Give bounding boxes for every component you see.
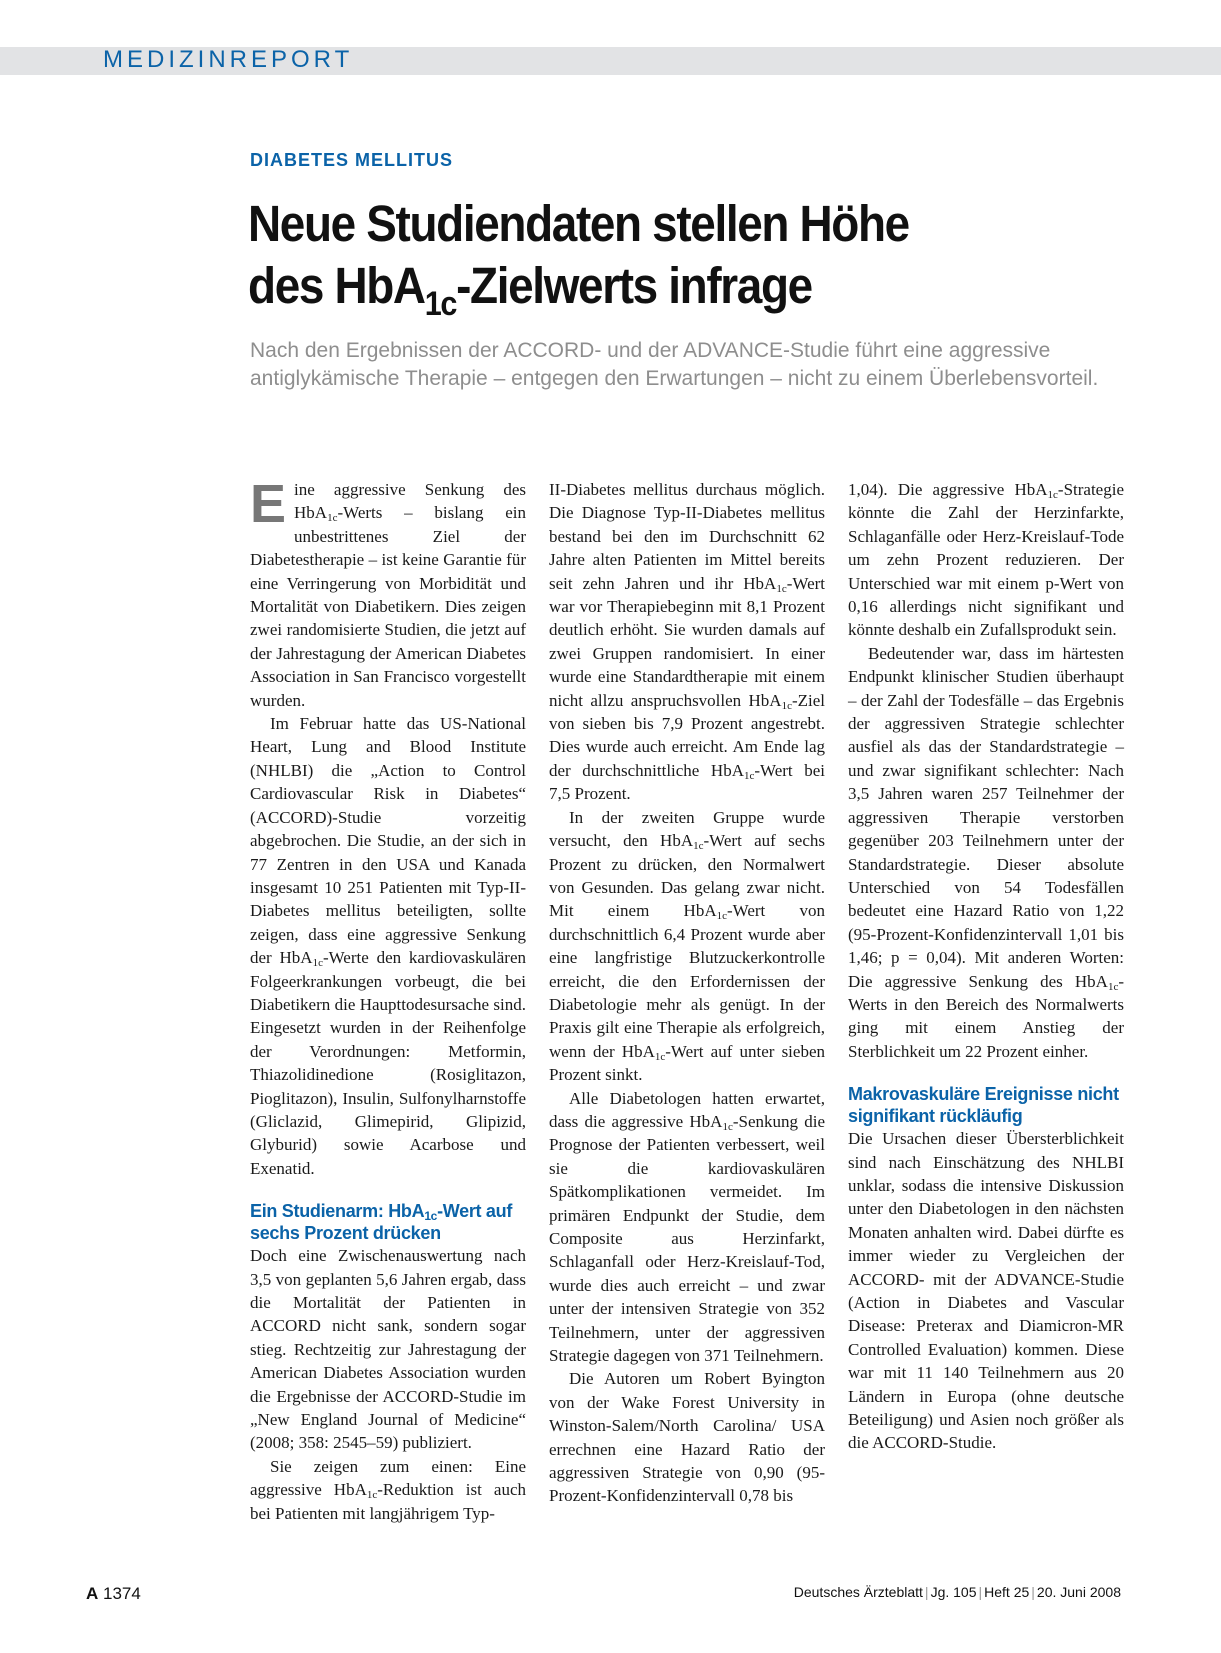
paragraph: Alle Diabetologen hatten erwartet, dass die aggressive HbA$_{1c}$-Senkung die Prognose der Patienten verbessert, weil sie die kardiovaskulären Spätkomplikationen vermeidet. Im primären Endpunkt der Studie, dem Composite aus Herzinfarkt, Schlaganfall oder Herz-Kreislauf-Tod, wurde dies auch erreicht – und zwar unter der intensiven Strategie von 352 Teilnehmern, unter der aggressiven Strategie dagegen von 371 Teilnehmern. xyxy=(549,1088,825,1366)
paragraph: II-Diabetes mellitus durchaus möglich. Die Diagnose Typ-II-Diabetes mellitus bestand bei den im Durchschnitt 62 Jahre alten Patienten im Mittel bereits seit zehn Jahren und ihr HbA$_{1c}$-Wert war vor Therapiebeginn mit 8,1 Prozent deutlich erhöht. Sie wurden damals auf zwei Gruppen randomisiert. In einer wurde eine Standardtherapie mit einem nicht allzu anspruchsvollen HbA$_{1c}$-Ziel von sieben bis 7,9 Prozent angestrebt. Dies wurde auch erreicht. Am Ende lag der durchschnittliche HbA$_{1c}$-Wert bei 7,5 Prozent. xyxy=(549,480,825,804)
article-lede: Nach den Ergebnissen der ACCORD- und der ADVANCE-Studie führt eine aggressive antiglykämische Therapie – entgegen den Erwartungen – nicht zu einem Überlebensvorteil. xyxy=(250,339,1099,390)
paragraph: 1,04). Die aggressive HbA$_{1c}$-Strategie könnte die Zahl der Herzinfarkte, Schlaganfälle oder Herz-Kreislauf-Tode um zehn Prozent reduzieren. Der Unterschied war mit einem p-Wert von 0,16 allerdings nicht signifikant und könnte deshalb ein Zufallsprodukt sein. xyxy=(848,480,1124,640)
paragraph: In der zweiten Gruppe wurde versucht, den HbA$_{1c}$-Wert auf sechs Prozent zu drücken, den Normalwert von Gesunden. Das gelang zwar nicht. Mit einem HbA$_{1c}$-Wert von durchschnittlich 6,4 Prozent wurde aber eine langfristige Blutzuckerkontrolle erreicht, die den Erfordernissen der Diabetologie mehr als genügt. In der Praxis gilt eine Therapie als erfolgreich, wenn der HbA$_{1c}$-Wert auf unter sieben Prozent sinkt. xyxy=(549,807,825,1085)
article-column-3 xyxy=(848,478,1124,1455)
paragraph: Im Februar hatte das US-National Heart, Lung and Blood Institute (NHLBI) die „Action to Control Cardiovascular Risk in Diabetes“ (ACCORD)-Studie vorzeitig abgebrochen. Die Studie, an der sich in 77 Zentren in den USA und Kanada insgesamt 10 251 Patienten mit Typ-II-Diabetes mellitus beteiligten, sollte zeigen, dass eine aggressive Senkung der HbA$_{1c}$-Werte den kardiovaskulären Folgeerkrankungen vorbeugt, die bei Diabetikern die Haupttodesursache sind. Eingesetzt wurden in der Reihenfolge der Verordnungen: Metformin, Thiazolidinedione (Rosiglitazon, Pioglitazon), Insulin, Sulfonylharnstoffe (Gliclazid, Glimepirid, Glipizid, Glyburid) sowie Acarbose und Exenatid. xyxy=(250,714,526,1178)
article-kicker: DIABETES MELLITUS xyxy=(250,150,454,170)
paragraph: Die Autoren um Robert Byington von der Wake Forest University in Winston-Salem/North Carolina/ USA errechnen eine Hazard Ratio der aggressiven Strategie von 0,90 (95-Prozent-Konfidenzintervall 0,78 bis xyxy=(549,1369,825,1506)
drop-cap: E xyxy=(250,474,287,534)
paragraph: Doch eine Zwischenauswertung nach 3,5 von geplanten 5,6 Jahren ergab, dass die Mortalität der Patienten in ACCORD nicht sank, sondern sogar stieg. Rechtzeitig zur Jahrestagung der American Diabetes Association wurden die Ergebnisse der ACCORD-Studie im „New England Journal of Medicine“ (2008; 358: 2545–59) publiziert. xyxy=(250,1246,526,1453)
article-column-2 xyxy=(549,478,825,1508)
article-column-1 xyxy=(250,474,526,1525)
section-label: MEDIZINREPORT xyxy=(103,46,354,73)
section-subhead: Ein Studienarm: HbA$_{1c}$-Wert auf sechs Prozent drücken xyxy=(250,1201,513,1244)
section-subhead: Makrovaskuläre Ereignisse nicht signifikant rückläufig xyxy=(848,1084,1119,1127)
paragraph: Eine aggressive Senkung des HbA$_{1c}$-Werts – bislang ein unbestrittenes Ziel der Diabetestherapie – ist keine Garantie für eine Verringerung von Morbidität und Mortalität von Diabetikern. Dies zeigen zwei randomisierte Studien, die jetzt auf der Jahrestagung der American Diabetes Association in San Francisco vorgestellt wurden. xyxy=(250,474,526,710)
journal-footer: Deutsches Ärzteblatt | Jg. 105 | Heft 25 | 20. Juni 2008 xyxy=(793,1584,1121,1600)
article-headline: Neue Studiendaten stellen Höhe des HbA$_{1c}$-Zielwerts infrage xyxy=(248,195,909,323)
paragraph: Sie zeigen zum einen: Eine aggressive HbA$_{1c}$-Reduktion ist auch bei Patienten mit langjährigem Typ- xyxy=(250,1456,526,1523)
paragraph: Bedeutender war, dass im härtesten Endpunkt klinischer Studien überhaupt – der Zahl der Todesfälle – das Ergebnis der aggressiven Strategie schlechter ausfiel als das der Standardstrategie – und zwar signifikant schlechter: Nach 3,5 Jahren waren 257 Teilnehmer der aggressiven Therapie verstorben gegenüber 203 Teilnehmern unter der Standardstrategie. Dieser absolute Unterschied von 54 Todesfällen bedeutet eine Hazard Ratio von 1,22 (95-Prozent-Konfidenzintervall 1,01 bis 1,46; p = 0,04). Mit anderen Worten: Die aggressive Senkung des HbA$_{1c}$-Werts in den Bereich des Normalwerts ging mit einem Anstieg der Sterblichkeit um 22 Prozent einher. xyxy=(848,643,1124,1061)
paragraph: Die Ursachen dieser Übersterblichkeit sind nach Einschätzung des NHLBI unklar, sodass die intensive Diskussion unter den Diabetologen in den nächsten Monaten anhalten wird. Dabei dürfte es immer wieder zu Vergleichen der ACCORD- mit der ADVANCE-Studie (Action in Diabetes and Vascular Disease: Preterax and Diamicron-MR Controlled Evaluation) kommen. Diese war mit 11 140 Teilnehmern aus 20 Ländern in Europa (ohne deutsche Beteiligung) und Asien noch größer als die ACCORD-Studie. xyxy=(848,1129,1124,1453)
page-number: A 1374 xyxy=(86,1584,141,1603)
